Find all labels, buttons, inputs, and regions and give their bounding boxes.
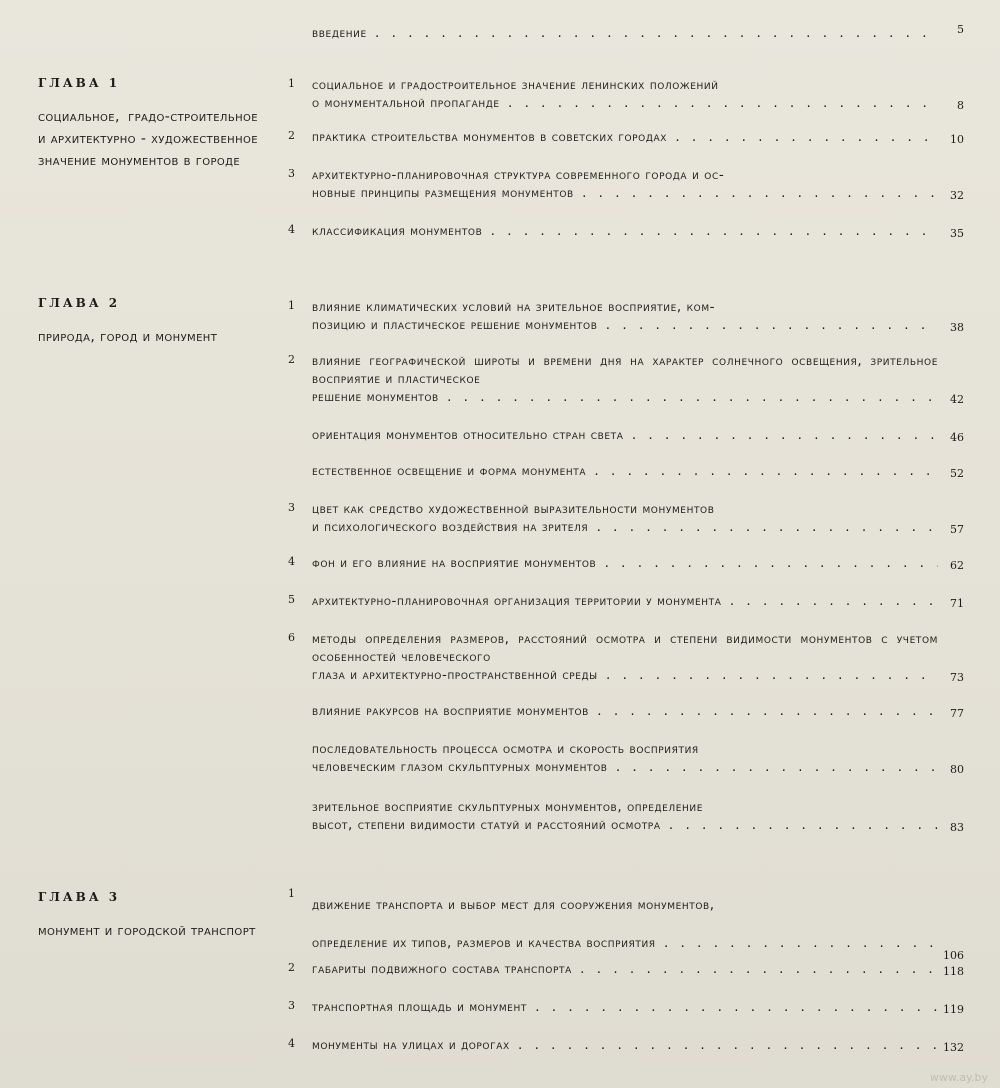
entry-title-last-line: и психологического воздействия на зрителя . . .	[312, 519, 938, 535]
entry-title: цвет как средство художественной выразительности монументов	[312, 501, 715, 517]
page-number: 42	[950, 393, 964, 406]
entry-title-last-line: фон и его влияние на восприятие монументов . . .	[312, 555, 938, 571]
section-number: 4	[288, 555, 295, 568]
section-number: 3	[288, 501, 295, 514]
page-number: 32	[950, 189, 964, 202]
chapter-label: ГЛАВА 3	[38, 890, 121, 904]
chapter-heading-3	[38, 890, 258, 942]
toc-entry	[288, 554, 964, 572]
chapter-title: природа, город и монумент	[38, 329, 218, 345]
entry-title-last-line: позицию и пластическое решение монументов . . .	[312, 317, 938, 333]
entry-title: влияние климатических условий на зрительное восприятие, ком-	[312, 299, 716, 315]
entry-title-last-line: естественное освещение и форма монумента . . .	[312, 463, 938, 479]
entry-title-last-line: влияние ракурсов на восприятие монументов . . .	[312, 703, 938, 719]
toc-entry	[288, 352, 964, 406]
toc-entry	[288, 798, 964, 834]
page-number: 132	[943, 1041, 964, 1054]
page-number: 35	[950, 227, 964, 240]
entry-title-last-line: глаза и архитектурно-пространственной среды . . .	[312, 667, 938, 683]
toc-entry	[288, 740, 964, 776]
chapter-label: ГЛАВА 2	[38, 296, 121, 310]
page-number: 118	[943, 965, 964, 978]
page-number: 62	[950, 559, 964, 572]
chapter-title: монумент и городской транспорт	[38, 923, 256, 939]
section-number: 1	[288, 887, 295, 900]
section-number: 3	[288, 999, 295, 1012]
page-number: 8	[957, 99, 964, 112]
toc-entry	[288, 462, 964, 480]
entry-title-last-line: габариты подвижного состава транспорта . . .	[312, 961, 938, 977]
toc-entry	[288, 426, 964, 444]
section-number: 4	[288, 223, 295, 236]
toc-entry	[288, 500, 964, 536]
entry-title-last-line: монументы на улицах и дорогах . . .	[312, 1037, 938, 1053]
entry-title-last-line: о монументальной пропаганде . . .	[312, 95, 938, 111]
page-number: 106	[943, 949, 964, 962]
page-number: 10	[950, 133, 964, 146]
toc-entry	[288, 630, 964, 684]
entry-title: последовательность процесса осмотра и скорость восприятия	[312, 741, 699, 757]
entry-title-last-line: ориентация монументов относительно стран света . . .	[312, 427, 938, 443]
toc-entry	[288, 222, 964, 240]
entry-title-last-line: новные принципы размещения монументов . . .	[312, 185, 938, 201]
page-number: 80	[950, 763, 964, 776]
section-number: 3	[288, 167, 295, 180]
toc-entry-intro	[288, 24, 964, 42]
entry-title-last-line: транспортная площадь и монумент . . .	[312, 999, 938, 1015]
entry-title-last-line: человеческим глазом скульптурных монументов . . .	[312, 759, 938, 775]
entry-title: движение транспорта и выбор мест для сооружения монументов,	[312, 897, 715, 913]
entry-title-last-line: архитектурно-планировочная организация территории у монумента . . .	[312, 593, 938, 609]
section-number: 6	[288, 631, 295, 644]
toc-entry	[288, 886, 964, 962]
section-number: 5	[288, 593, 295, 606]
page-number: 119	[943, 1003, 964, 1016]
entry-title-last-line: практика строительства монументов в советских городах . . .	[312, 129, 938, 145]
page-number: 46	[950, 431, 964, 444]
toc-entry	[288, 76, 964, 112]
entry-title: введение . . .	[312, 25, 938, 41]
toc-entry	[288, 298, 964, 334]
entry-title-last-line: классификация монументов . . .	[312, 223, 938, 239]
entry-title: социальное и градостроительное значение ленинских положений	[312, 77, 719, 93]
page-number: 73	[950, 671, 964, 684]
chapter-title: социальное, градо-строительное и архитектурно - художественное значение монументов в городе	[38, 109, 258, 169]
toc-entry	[288, 960, 964, 978]
toc-entry	[288, 166, 964, 202]
entry-title: влияние географической широты и времени дня на характер солнечного освещения, зрительное восприятие и пластическое	[312, 353, 938, 387]
section-number: 2	[288, 129, 295, 142]
toc-entry	[288, 998, 964, 1016]
entry-title: зрительное восприятие скульптурных монументов, определение	[312, 799, 704, 815]
entry-title-last-line: высот, степени видимости статуй и расстояний осмотра . . .	[312, 817, 938, 833]
page-number: 5	[957, 23, 964, 36]
entry-title-last-line: определение их типов, размеров и качества восприятия . . .	[312, 935, 938, 951]
page-number: 71	[950, 597, 964, 610]
section-number: 2	[288, 961, 295, 974]
toc-entry	[288, 592, 964, 610]
entry-title: методы определения размеров, расстояний осмотра и степени видимости монументов с учетом особенностей человеческого	[312, 631, 938, 665]
chapter-label: ГЛАВА 1	[38, 76, 121, 90]
section-number: 1	[288, 299, 295, 312]
entry-title-last-line: решение монументов . . .	[312, 389, 938, 405]
section-number: 4	[288, 1037, 295, 1050]
section-number: 2	[288, 353, 295, 366]
toc-entry	[288, 128, 964, 146]
page-number: 77	[950, 707, 964, 720]
page-number: 38	[950, 321, 964, 334]
section-number: 1	[288, 77, 295, 90]
page-number: 83	[950, 821, 964, 834]
toc-entry	[288, 702, 964, 720]
entry-title: архитектурно-планировочная структура современного города и ос-	[312, 167, 725, 183]
toc-entry	[288, 1036, 964, 1054]
chapter-heading-1	[38, 76, 258, 172]
page-number: 57	[950, 523, 964, 536]
watermark-text: www.ay.by	[929, 1071, 988, 1084]
page-number: 52	[950, 467, 964, 480]
chapter-heading-2	[38, 296, 258, 348]
